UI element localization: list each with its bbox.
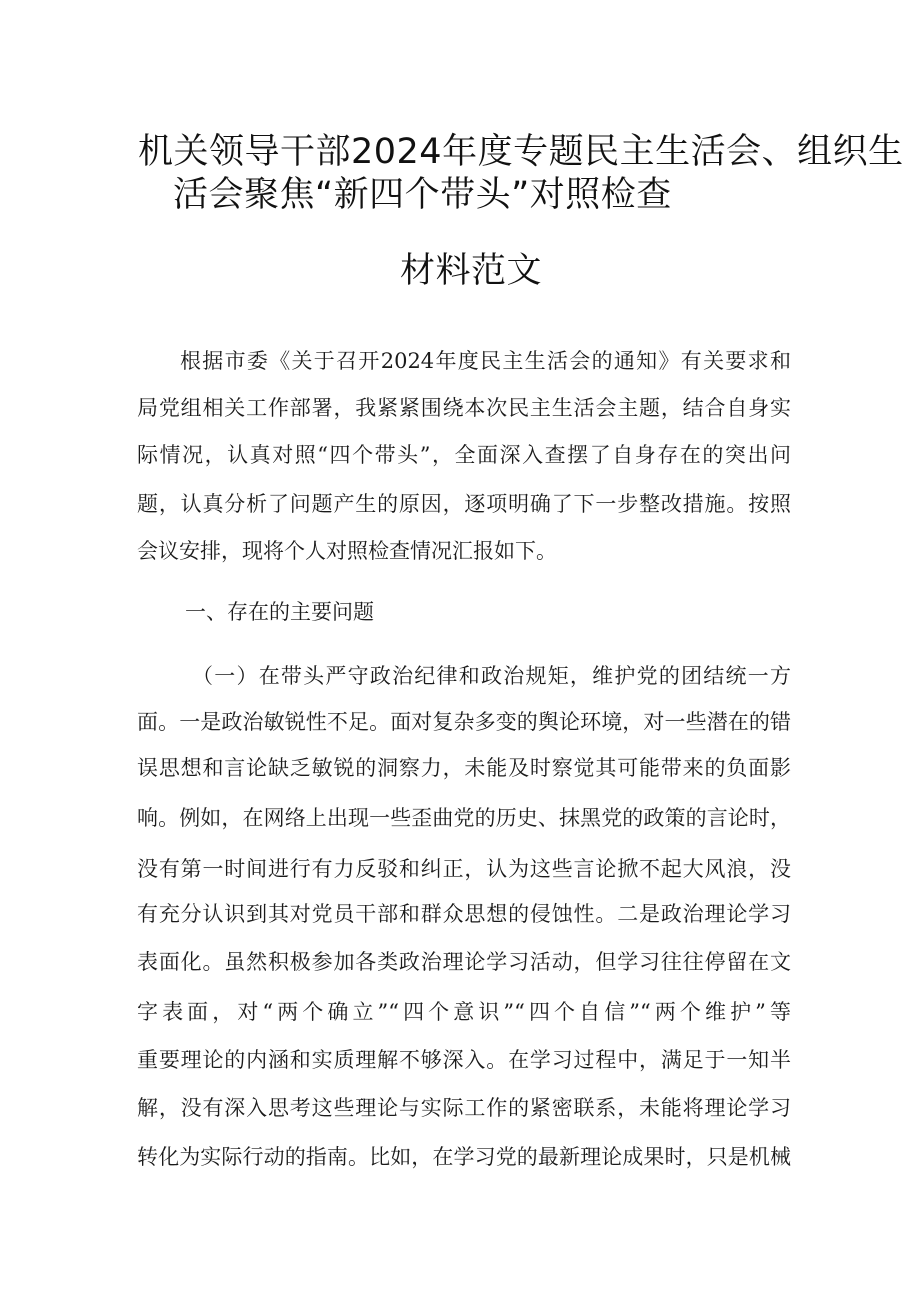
section-heading: 一、存在的主要问题 — [185, 600, 374, 624]
subsection-paragraph-line: 字表面，对“两个确立”“四个意识”“四个自信”“两个维护”等 — [137, 1000, 791, 1024]
intro-paragraph-line: 会议安排，现将个人对照检查情况汇报如下。 — [137, 539, 557, 563]
subsection-paragraph-line: 有充分认识到其对党员干部和群众思想的侵蚀性。二是政治理论学习 — [137, 902, 791, 926]
subsection-paragraph-line: 响。例如，在网络上出现一些歪曲党的历史、抹黑党的政策的言论时， — [137, 806, 791, 830]
intro-paragraph-line: 题，认真分析了问题产生的原因，逐项明确了下一步整改措施。按照 — [137, 492, 791, 516]
subsection-paragraph-line: 误思想和言论缺乏敏锐的洞察力，未能及时察觉其可能带来的负面影 — [137, 756, 791, 780]
subsection-paragraph-line: 转化为实际行动的指南。比如，在学习党的最新理论成果时，只是机械 — [137, 1145, 791, 1169]
subsection-paragraph-line: 表面化。虽然积极参加各类政治理论学习活动，但学习往往停留在文 — [137, 950, 791, 974]
intro-paragraph-line: 根据市委《关于召开2024年度民主生活会的通知》有关要求和 — [180, 349, 791, 373]
subsection-paragraph-line: 解，没有深入思考这些理论与实际工作的紧密联系，未能将理论学习 — [137, 1096, 791, 1120]
subsection-paragraph-line: 没有第一时间进行有力反驳和纠正，认为这些言论掀不起大风浪，没 — [137, 857, 791, 881]
subsection-paragraph-line: 重要理论的内涵和实质理解不够深入。在学习过程中，满足于一知半 — [137, 1048, 791, 1072]
intro-paragraph-line: 际情况，认真对照“四个带头”，全面深入查摆了自身存在的突出问 — [137, 443, 791, 467]
subsection-paragraph-line: 面。一是政治敏锐性不足。面对复杂多变的舆论环境，对一些潜在的错 — [137, 710, 791, 734]
document-title-line-1: 机关领导干部2024年度专题民主生活会、组织生 — [138, 132, 904, 172]
document-title-line-2: 活会聚焦“新四个带头”对照检查 — [173, 175, 672, 215]
document-title-line-3: 材料范文 — [400, 251, 543, 291]
subsection-paragraph-line: （一）在带头严守政治纪律和政治规矩，维护党的团结统一方 — [192, 664, 791, 688]
intro-paragraph-line: 局党组相关工作部署，我紧紧围绕本次民主生活会主题，结合自身实 — [137, 396, 791, 420]
